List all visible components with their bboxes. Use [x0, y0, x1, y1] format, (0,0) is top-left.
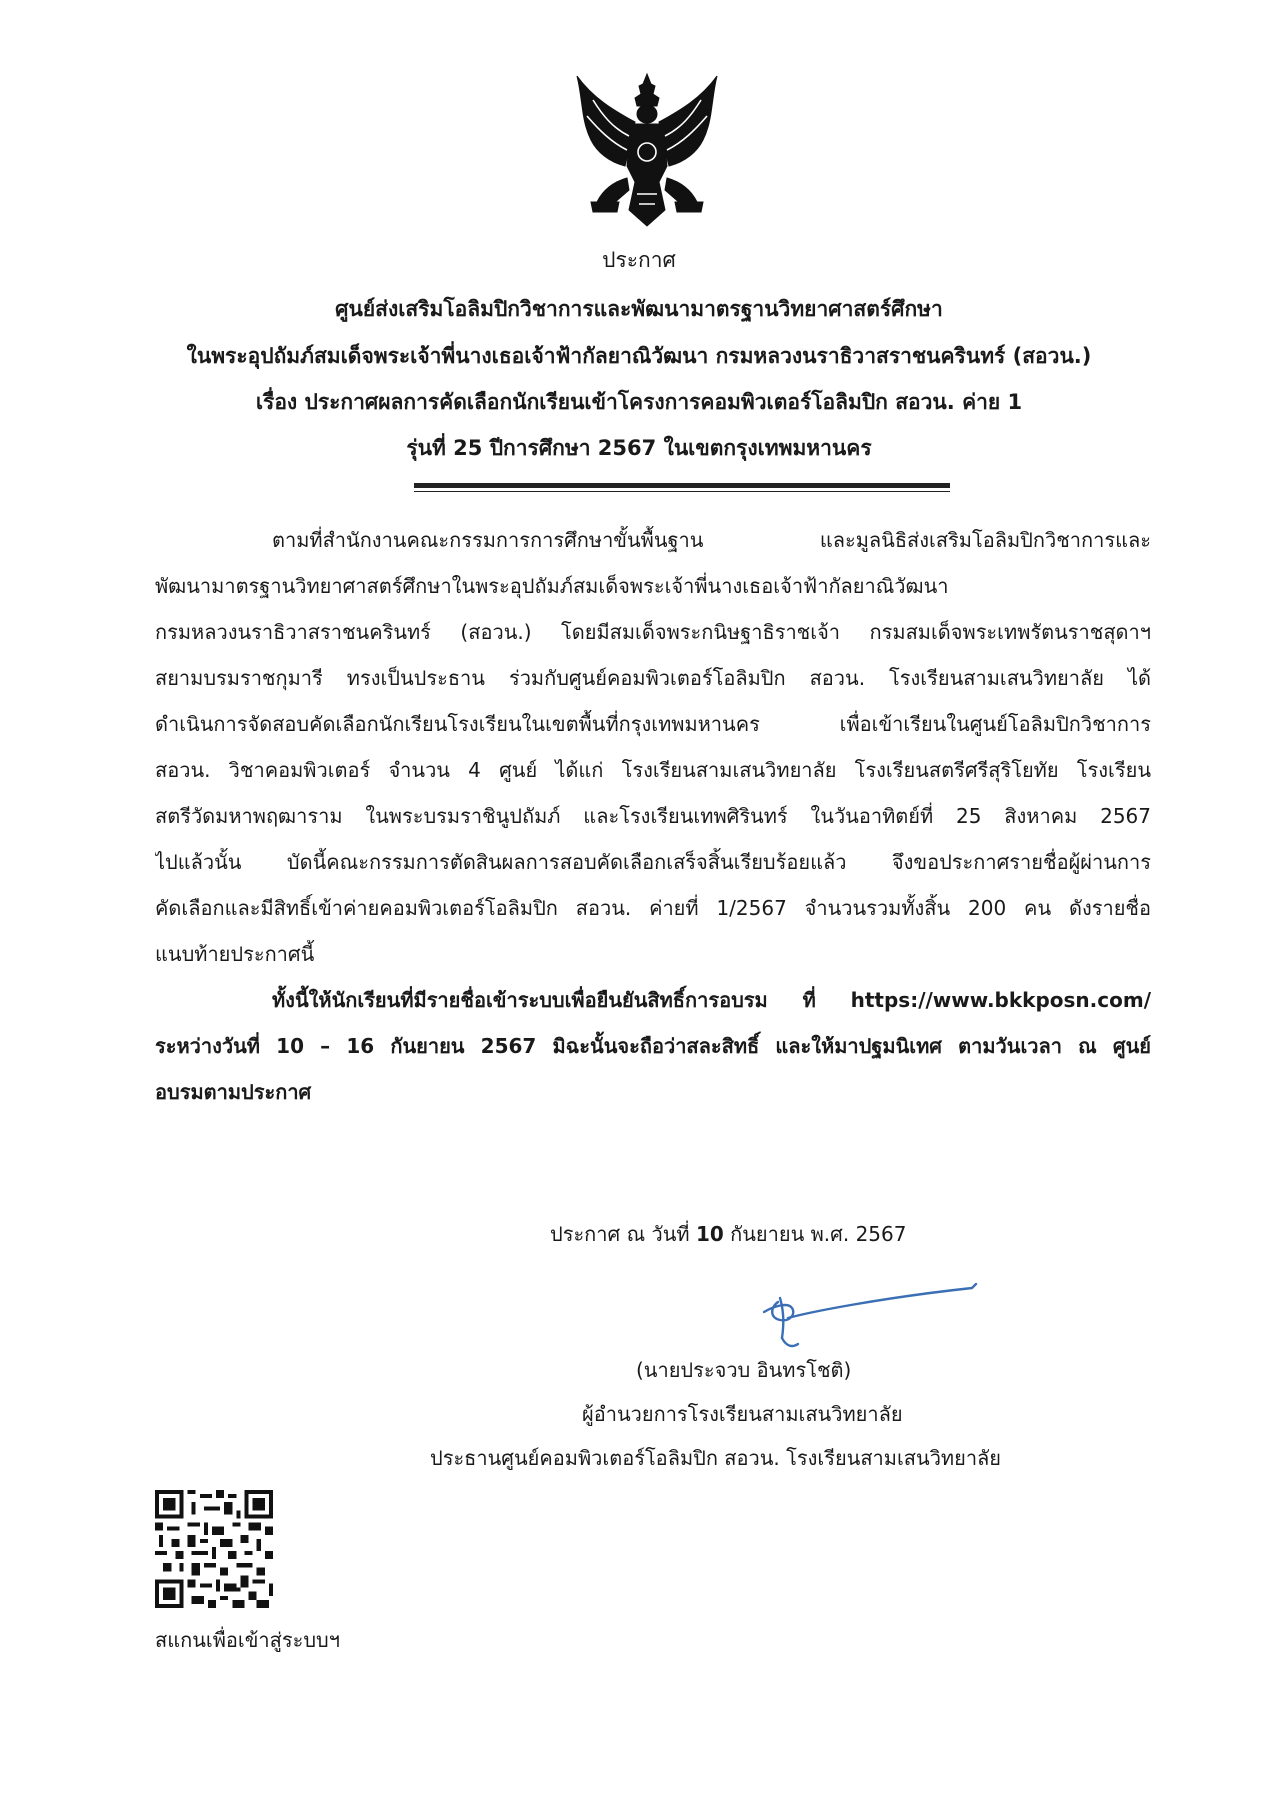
garuda-emblem-icon: [573, 70, 721, 230]
para1-line: พัฒนามาตรฐานวิทยาศาสตร์ศึกษาในพระอุปถัมภ์สมเด็จพระเจ้าพี่นางเธอเจ้าฟ้ากัลยาณิวัฒนา: [155, 574, 949, 598]
announcement-title: ประกาศ: [602, 248, 676, 272]
announcement-date: [550, 1218, 906, 1250]
header-divider-thin: [414, 491, 950, 492]
para2-line: อบรมตามประกาศ: [155, 1080, 312, 1104]
signer-name: (นายประจวบ อินทรโชติ): [636, 1358, 852, 1382]
para1-line: แนบท้ายประกาศนี้: [155, 942, 315, 966]
para1-line: กรมหลวงนราธิวาสราชนครินทร์ (สอวน.) โดยมีสมเด็จพระกนิษฐาธิราชเจ้า กรมสมเด็จพระเทพรัตนราชสุดาฯ: [155, 620, 1151, 644]
subject-line-2: รุ่นที่ 25 ปีการศึกษา 2567 ในเขตกรุงเทพมหานคร: [406, 436, 872, 460]
org-name-line-2: ในพระอุปถัมภ์สมเด็จพระเจ้าพี่นางเธอเจ้าฟ้ากัลยาณิวัฒนา กรมหลวงนราธิวาสราชนครินทร์ (สอวน.): [186, 344, 1092, 368]
header-divider-thick: [414, 483, 950, 488]
signer-position-2: ประธานศูนย์คอมพิวเตอร์โอลิมปิก สอวน. โรงเรียนสามเสนวิทยาลัย: [430, 1446, 1002, 1470]
date-day: 10: [695, 1222, 724, 1246]
signer-position-1: ผู้อำนวยการโรงเรียนสามเสนวิทยาลัย: [582, 1402, 903, 1426]
para2-line: ระหว่างวันที่ 10 – 16 กันยายน 2567 มิฉะนั้นจะถือว่าสละสิทธิ์ และให้มาปฐมนิเทศ ตามวันเวลา ณ ศูนย์: [155, 1034, 1151, 1058]
qr-code-icon[interactable]: [155, 1490, 273, 1608]
para2-line: ทั้งนี้ให้นักเรียนที่มีรายชื่อเข้าระบบเพื่อยืนยันสิทธิ์การอบรม ที่ https://www.bkkposn.com/: [272, 988, 1151, 1012]
subject-line-1: เรื่อง ประกาศผลการคัดเลือกนักเรียนเข้าโครงการคอมพิวเตอร์โอลิมปิก สอวน. ค่าย 1: [255, 390, 1023, 414]
para1-line: สตรีวัดมหาพฤฒาราม ในพระบรมราชินูปถัมภ์ และโรงเรียนเทพศิรินทร์ ในวันอาทิตย์ที่ 25 สิงหาคม 2567: [155, 804, 1151, 828]
signature-icon: [740, 1262, 980, 1352]
para1-line: ดำเนินการจัดสอบคัดเลือกนักเรียนโรงเรียนในเขตพื้นที่กรุงเทพมหานคร เพื่อเข้าเรียนในศูนย์โอลิมปิกวิชาการ: [155, 712, 1151, 736]
para1-line: สยามบรมราชกุมารี ทรงเป็นประธาน ร่วมกับศูนย์คอมพิวเตอร์โอลิมปิก สอวน. โรงเรียนสามเสนวิทยาลัย ได้: [155, 666, 1151, 690]
qr-caption: สแกนเพื่อเข้าสู่ระบบฯ: [155, 1628, 340, 1652]
date-prefix: ประกาศ ณ วันที่: [550, 1222, 696, 1246]
org-name-line-1: ศูนย์ส่งเสริมโอลิมปิกวิชาการและพัฒนามาตรฐานวิทยาศาสตร์ศึกษา: [335, 297, 943, 321]
para1-line: สอวน. วิชาคอมพิวเตอร์ จำนวน 4 ศูนย์ ได้แก่ โรงเรียนสามเสนวิทยาลัย โรงเรียนสตรีศรีสุริโยทัย โรงเรียน: [155, 758, 1151, 782]
para1-line: ไปแล้วนั้น บัดนี้คณะกรรมการตัดสินผลการสอบคัดเลือกเสร็จสิ้นเรียบร้อยแล้ว จึงขอประกาศรายชื่อผู้ผ่านการ: [155, 850, 1151, 874]
para1-line: ตามที่สำนักงานคณะกรรมการการศึกษาขั้นพื้นฐาน และมูลนิธิส่งเสริมโอลิมปิกวิชาการและ: [272, 528, 1151, 552]
para1-line: คัดเลือกและมีสิทธิ์เข้าค่ายคอมพิวเตอร์โอลิมปิก สอวน. ค่ายที่ 1/2567 จำนวนรวมทั้งสิ้น 200 คน ดังรายชื่อ: [155, 896, 1151, 920]
date-suffix: กันยายน พ.ศ. 2567: [723, 1222, 907, 1246]
